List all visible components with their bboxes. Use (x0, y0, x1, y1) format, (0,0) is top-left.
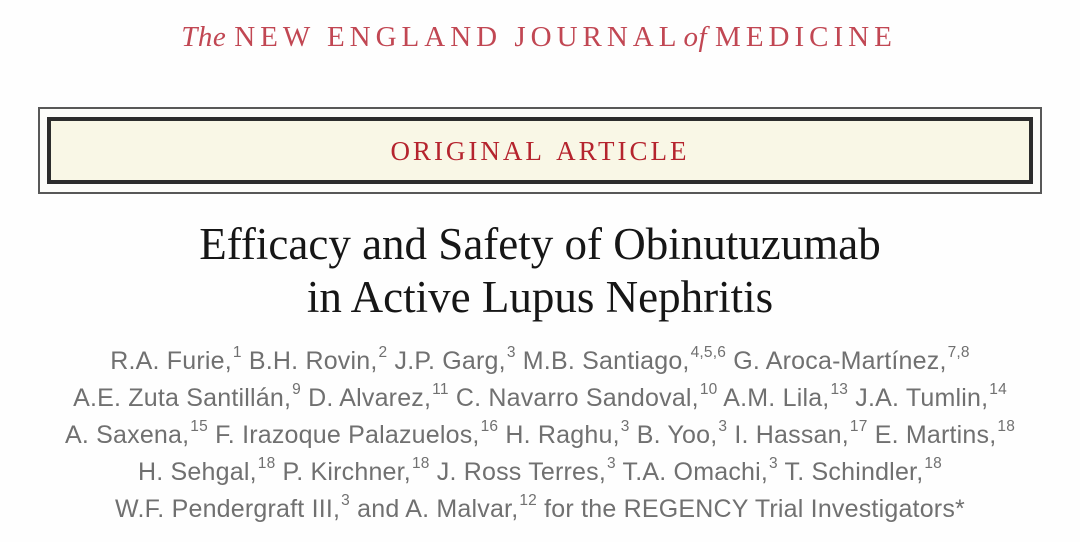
author-affiliation-superscript: 18 (924, 455, 942, 473)
author-line (0, 491, 1080, 528)
author-affiliation-superscript: 18 (411, 455, 430, 473)
author-name: J.P. Garg, (387, 347, 506, 375)
author-name: H. Raghu, (498, 421, 620, 449)
author-affiliation-superscript: 18 (257, 455, 276, 473)
author-name: T.A. Omachi, (615, 458, 769, 486)
author-affiliation-superscript: 16 (480, 418, 499, 436)
author-affiliation-superscript: 1 (232, 344, 242, 362)
author-name: T. Schindler, (777, 458, 924, 486)
journal-masthead (0, 0, 1080, 54)
article-type-box (47, 117, 1033, 184)
author-name: J. Ross Terres, (429, 458, 607, 486)
masthead-caps-medicine: MEDICINE (715, 21, 897, 53)
author-name: D. Alvarez, (300, 384, 432, 412)
paper-title-line-2: in Active Lupus Nephritis (306, 272, 774, 322)
author-affiliation-superscript: 3 (341, 492, 350, 510)
author-affiliation-superscript: 15 (190, 418, 208, 436)
author-line (0, 343, 1080, 380)
author-name: I. Hassan, (727, 421, 849, 449)
author-name: F. Irazoque Palazuelos, (207, 421, 480, 449)
author-name: P. Kirchner, (275, 458, 411, 486)
author-affiliation-superscript: 14 (989, 381, 1007, 399)
paper-title (0, 218, 1080, 324)
author-affiliation-superscript: 9 (292, 381, 301, 399)
masthead-the: The (181, 21, 227, 53)
author-affiliation-superscript: 18 (997, 418, 1016, 436)
author-name: W.F. Pendergraft III, (115, 495, 341, 523)
author-affiliation-superscript: 17 (849, 418, 868, 436)
author-name: J.A. Tumlin, (848, 384, 989, 412)
author-affiliation-superscript: 3 (769, 455, 778, 473)
author-name: B.H. Rovin, (241, 347, 378, 375)
author-name: C. Navarro Sandoval, (448, 384, 699, 412)
author-affiliation-superscript: 7,8 (947, 344, 970, 362)
author-name: A.E. Zuta Santillán, (73, 384, 292, 412)
masthead-caps-new-england-journal: NEW ENGLAND JOURNAL (234, 21, 682, 53)
author-affiliation-superscript: 2 (378, 344, 388, 362)
author-affiliation-superscript: 3 (718, 418, 728, 436)
author-affiliation-superscript: 3 (506, 344, 516, 362)
author-affiliation-superscript: 12 (519, 492, 538, 510)
paper-title-line-1: Efficacy and Safety of Obinutuzumab (199, 219, 881, 269)
author-affiliation-superscript: 13 (830, 381, 849, 399)
author-name: A.M. Lila, (717, 384, 830, 412)
author-name: H. Sehgal, (138, 458, 257, 486)
author-name: M.B. Santiago, (515, 347, 690, 375)
author-affiliation-superscript: 4,5,6 (690, 344, 727, 362)
author-name: E. Martins, (867, 421, 997, 449)
author-name: B. Yoo, (629, 421, 718, 449)
author-affiliation-superscript: 10 (699, 381, 718, 399)
article-type-box-outer-rule (38, 107, 1042, 194)
author-affiliation-superscript: 11 (432, 381, 449, 399)
author-line (0, 380, 1080, 417)
article-type-label: ORIGINAL ARTICLE (390, 136, 690, 166)
author-line (0, 417, 1080, 454)
author-name: and A. Malvar, (349, 495, 519, 523)
author-affiliation-superscript: 3 (620, 418, 630, 436)
author-affiliation-superscript: 3 (607, 455, 616, 473)
author-name: for the REGENCY Trial Investigators* (537, 495, 965, 523)
author-line (0, 454, 1080, 491)
author-name: R.A. Furie, (110, 347, 232, 375)
authors-block (0, 343, 1080, 528)
author-name: A. Saxena, (64, 421, 190, 449)
masthead-of: of (683, 21, 708, 53)
author-name: G. Aroca-Martínez, (726, 347, 947, 375)
